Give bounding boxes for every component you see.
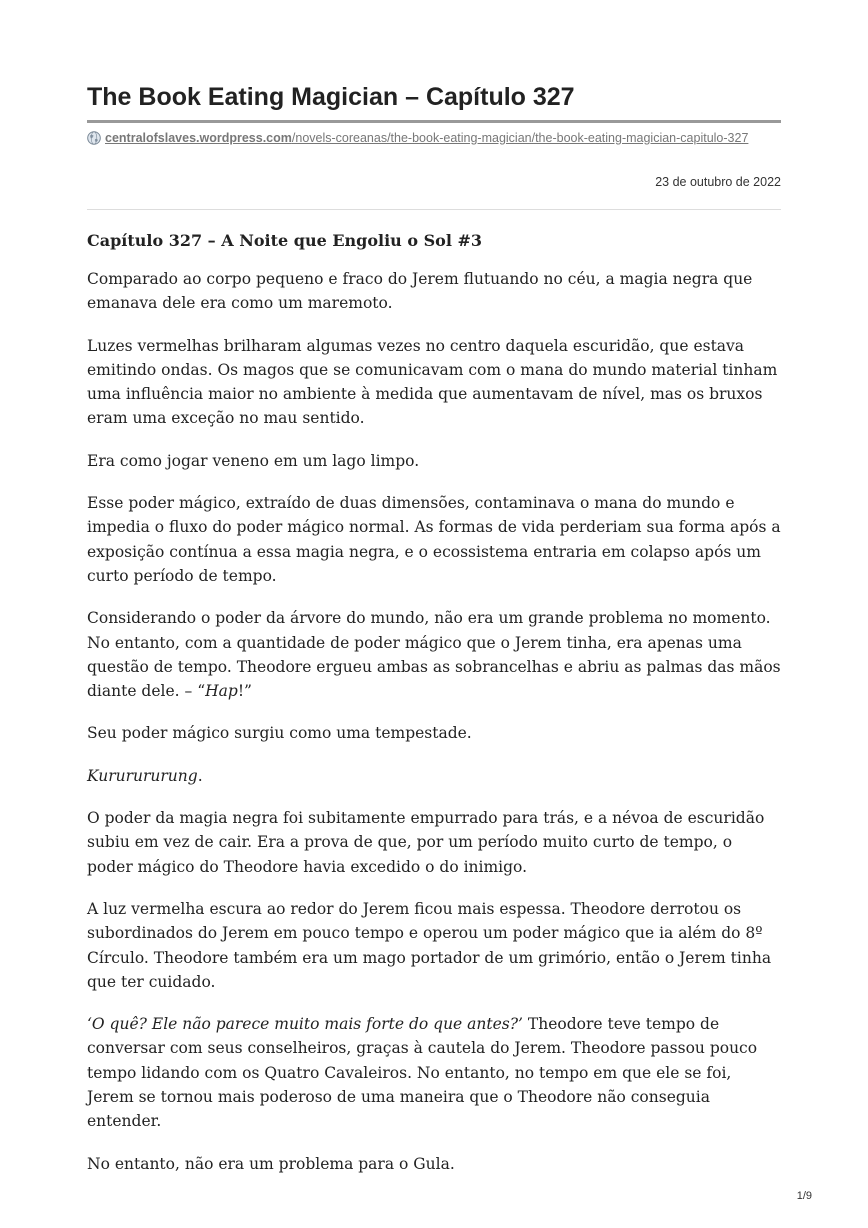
paragraph: No entanto, não era um problema para o Gula. — [87, 1154, 455, 1173]
emphasis-text: ‘O quê? Ele não parece muito mais forte do que antes?’ — [87, 1015, 523, 1034]
paragraph — [87, 1012, 781, 1133]
source-path[interactable]: /novels-coreanas/the-book-eating-magician/the-book-eating-magician-capitulo-327 — [291, 131, 749, 145]
page-indicator: 1/9 — [796, 1190, 812, 1202]
source-domain[interactable]: centralofslaves.wordpress.com — [105, 131, 292, 145]
paragraph-text: !” — [237, 682, 252, 701]
paragraph: Luzes vermelhas brilharam algumas vezes no centro daquela escuridão, que estava emitindo ondas. Os magos que se comunicavam com o mana do mundo material tinham uma influência maior no ambiente à medida que aumentavam de nível, mas os bruxos eram uma exceção no mau sentido. — [87, 336, 778, 428]
title-divider — [87, 120, 781, 123]
globe-icon — [87, 131, 101, 150]
paragraph: Esse poder mágico, extraído de duas dimensões, contaminava o mana do mundo e impedia o fluxo do poder mágico normal. As formas de vida perderiam sua forma após a exposição contínua a essa magia negra, e o ecossistema entraria em colapso após um curto período de tempo. — [87, 494, 781, 585]
paragraph — [87, 764, 781, 788]
paragraph: Seu poder mágico surgiu como uma tempestade. — [87, 724, 472, 743]
article-body — [87, 229, 781, 1194]
paragraph-text: Theodore teve tempo de conversar com seus conselheiros, graças à cautela do Jerem. Theodore passou pouco tempo lidando com os Quatro Cavaleiros. No entanto, no tempo em que ele se foi, Jerem se tornou mais poderoso de uma maneira que o Theodore não conseguia entender. — [87, 1015, 758, 1131]
emphasis-text: Hap — [205, 682, 238, 701]
emphasis-text: Kururururung — [87, 766, 198, 785]
paragraph-text: Considerando o poder da árvore do mundo, não era um grande problema no momento. No entanto, com a quantidade de poder mágico que o Jerem tinha, era apenas uma questão de tempo. Theodore ergueu ambas as sobrancelhas e abriu as palmas das mãos diante dele. – “ — [87, 609, 781, 701]
chapter-heading: Capítulo 327 – A Noite que Engoliu o Sol #3 — [87, 231, 483, 250]
paragraph-text: . — [197, 766, 203, 785]
page-title: The Book Eating Magician – Capítulo 327 — [87, 83, 575, 111]
paragraph: Comparado ao corpo pequeno e fraco do Jerem flutuando no céu, a magia negra que emanava dele era como um maremoto. — [87, 270, 753, 313]
publish-date: 23 de outubro de 2022 — [655, 175, 781, 189]
paragraph — [87, 606, 781, 703]
paragraph: Era como jogar veneno em um lago limpo. — [87, 451, 420, 470]
source-link[interactable] — [87, 129, 781, 150]
paragraph: A luz vermelha escura ao redor do Jerem ficou mais espessa. Theodore derrotou os subordinados do Jerem em pouco tempo e operou um poder mágico que ia além do 8º Círculo. Theodore também era um mago portador de um grimório, então o Jerem tinha que ter cuidado. — [87, 899, 772, 991]
paragraph: O poder da magia negra foi subitamente empurrado para trás, e a névoa de escuridão subiu em vez de cair. Era a prova de que, por um período muito curto de tempo, o poder mágico do Theodore havia excedido o do inimigo. — [87, 809, 765, 876]
header-separator — [87, 209, 781, 210]
